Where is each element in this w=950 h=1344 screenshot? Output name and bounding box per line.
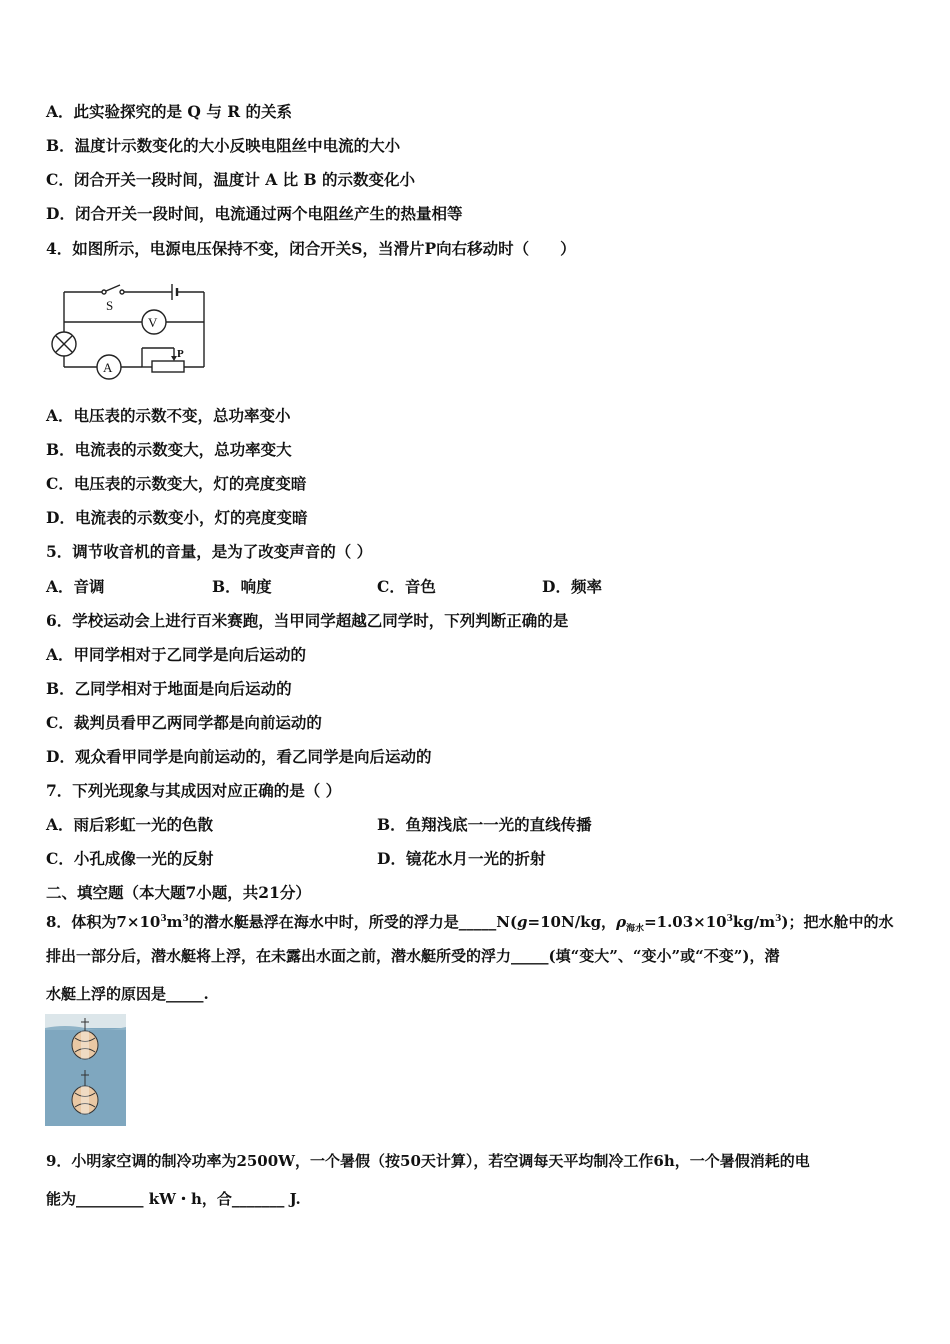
q3-option-c: C．闭合开关一段时间，温度计 A 比 B 的示数变化小 bbox=[46, 170, 416, 189]
q3-option-b: B．温度计示数变化的大小反映电阻丝中电流的大小 bbox=[46, 136, 401, 155]
q4-option-d: D．电流表的示数变小，灯的亮度变暗 bbox=[46, 508, 308, 527]
q4-option-c: C．电压表的示数变大，灯的亮度变暗 bbox=[46, 474, 307, 493]
section-title: 二、填空题（本大题7小题，共21分） bbox=[46, 883, 311, 902]
q4-option-b: B．电流表的示数变大，总功率变大 bbox=[46, 440, 292, 459]
q3-option-d: D．闭合开关一段时间，电流通过两个电阻丝产生的热量相等 bbox=[46, 204, 463, 223]
q8-line-3: 水艇上浮的原因是_____. bbox=[46, 985, 209, 1003]
q4-option-a: A．电压表的示数不变，总功率变小 bbox=[46, 406, 291, 425]
q5-stem: 5．调节收音机的音量，是为了改变声音的（ ） bbox=[46, 542, 373, 561]
q8-line-2: 排出一部分后，潜水艇将上浮，在未露出水面之前，潜水艇所受的浮力_____(填“变大”、“变小”或“不变”)，潜 bbox=[46, 947, 780, 965]
q5-option-d: D．频率 bbox=[542, 577, 602, 596]
q7-option-d: D．镜花水月一光的折射 bbox=[377, 849, 546, 868]
q7-option-c: C．小孔成像一光的反射 bbox=[46, 849, 214, 868]
switch-label: S bbox=[106, 298, 114, 313]
q6-stem: 6．学校运动会上进行百米赛跑，当甲同学超越乙同学时，下列判断正确的是 bbox=[46, 611, 569, 630]
q6-option-a: A．甲同学相对于乙同学是向后运动的 bbox=[46, 645, 307, 664]
q3-option-a: A．此实验探究的是 Q 与 R 的关系 bbox=[46, 102, 292, 121]
q7-option-b: B．鱼翔浅底一一光的直线传播 bbox=[377, 815, 592, 834]
q7-option-a: A．雨后彩虹一光的色散 bbox=[46, 815, 214, 834]
q8-line-1: 8．体积为$7\times 10^3m^3$的潜水艇悬浮在海水中时，所受的浮力是_____N(g=10N/kg，$\rho_{海水}=1.03\times 10^3kg/m^3$)；把水舱中的水 bbox=[46, 913, 894, 934]
ammeter-label: A bbox=[103, 360, 113, 375]
q9-line-1: 9．小明家空调的制冷功率为2500W，一个暑假（按50天计算），若空调每天平均制冷工作6h，一个暑假消耗的电 bbox=[46, 1152, 810, 1170]
q4-stem: 4．如图所示，电源电压保持不变，闭合开关S，当滑片P向右移动时（ ） bbox=[46, 239, 576, 258]
q6-option-c: C．裁判员看甲乙两同学都是向前运动的 bbox=[46, 713, 322, 732]
q7-stem: 7．下列光现象与其成因对应正确的是（ ） bbox=[46, 781, 342, 800]
q5-option-c: C．音色 bbox=[377, 577, 436, 596]
voltmeter-label: V bbox=[148, 315, 158, 330]
q4-circuit-diagram bbox=[44, 280, 214, 382]
q9-line-2: 能为_________ kW・h，合_______ J. bbox=[46, 1190, 301, 1208]
q6-option-d: D．观众看甲同学是向前运动的，看乙同学是向后运动的 bbox=[46, 747, 432, 766]
slider-label: P bbox=[177, 348, 184, 360]
submarine-figure bbox=[45, 1014, 126, 1126]
q5-option-b: B．响度 bbox=[212, 577, 272, 596]
q6-option-b: B．乙同学相对于地面是向后运动的 bbox=[46, 679, 292, 698]
q5-option-a: A．音调 bbox=[46, 577, 105, 596]
